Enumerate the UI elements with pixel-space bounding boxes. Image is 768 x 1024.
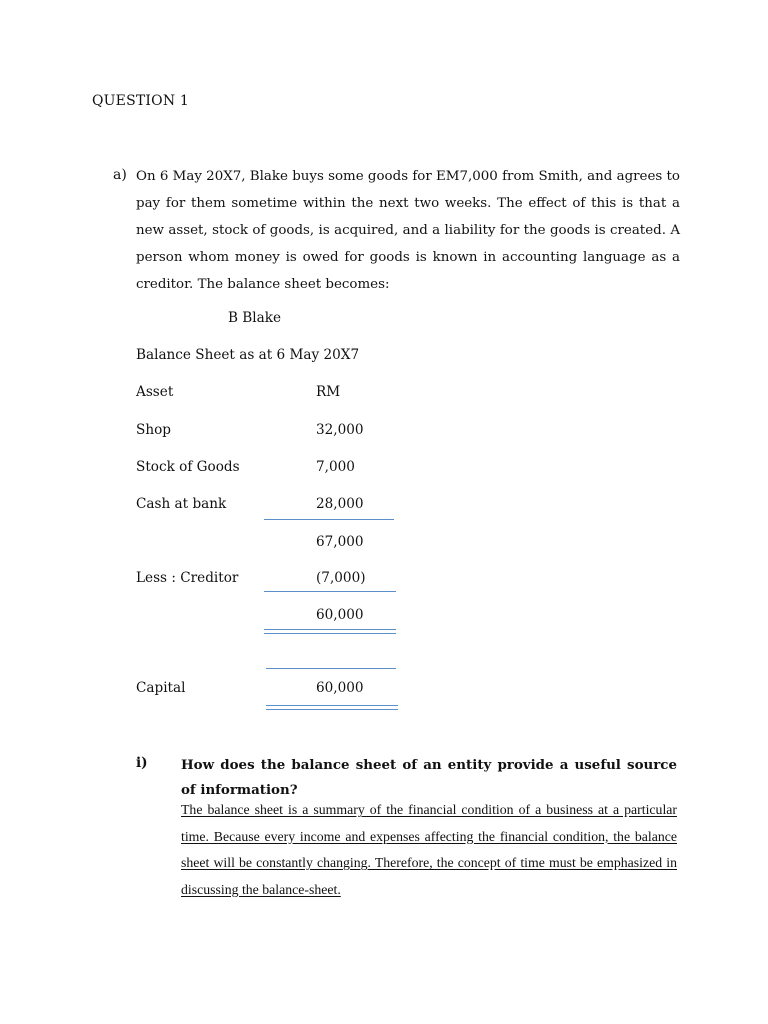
net-total-amount: 60,000 (316, 607, 364, 623)
capital-amount: 60,000 (316, 680, 364, 696)
question-title: QUESTION 1 (92, 93, 190, 109)
capital-label: Capital (136, 680, 186, 696)
capital-upper-rule (266, 668, 396, 669)
less-rule (264, 591, 396, 592)
entity-name: B Blake (228, 310, 282, 326)
net-total-double-rule-top (264, 629, 396, 630)
row-amount-cash: 28,000 (316, 496, 364, 512)
row-label-stock: Stock of Goods (136, 459, 240, 475)
sub-question-text: How does the balance sheet of an entity provide a useful source of information? (181, 757, 677, 798)
less-creditor-label: Less : Creditor (136, 570, 239, 586)
capital-double-rule-bottom (266, 709, 398, 710)
balance-sheet-title: Balance Sheet as at 6 May 20X7 (136, 347, 360, 363)
currency-header: RM (316, 384, 341, 400)
asset-header: Asset (136, 384, 174, 400)
net-total-double-rule-bottom (264, 633, 396, 634)
subtotal-rule (264, 519, 394, 520)
part-a-paragraph: On 6 May 20X7, Blake buys some goods for EM7,000 from Smith, and agrees to pay for them sometime within the next two weeks. The effect of this is that a new asset, stock of goods, is acquired, and a liability for the goods is created. A person whom money is owed for goods is known in accounting language as a creditor. The balance sheet becomes: (136, 169, 680, 292)
row-amount-stock: 7,000 (316, 459, 355, 475)
sub-question-answer: The balance sheet is a summary of the financial condition of a business at a particular time. Because every income and expenses affecting the financial condition, the balance sheet will be constantly changing. Therefore, the concept of time must be emphasized in discussing the balance-sheet. (181, 802, 677, 897)
less-creditor-amount: (7,000) (316, 570, 366, 586)
row-label-shop: Shop (136, 422, 171, 438)
row-label-cash: Cash at bank (136, 496, 227, 512)
part-a-marker: a) (113, 167, 127, 183)
capital-double-rule-top (266, 705, 398, 706)
row-amount-shop: 32,000 (316, 422, 364, 438)
sub-question-marker: i) (136, 755, 148, 771)
subtotal-amount: 67,000 (316, 534, 364, 550)
